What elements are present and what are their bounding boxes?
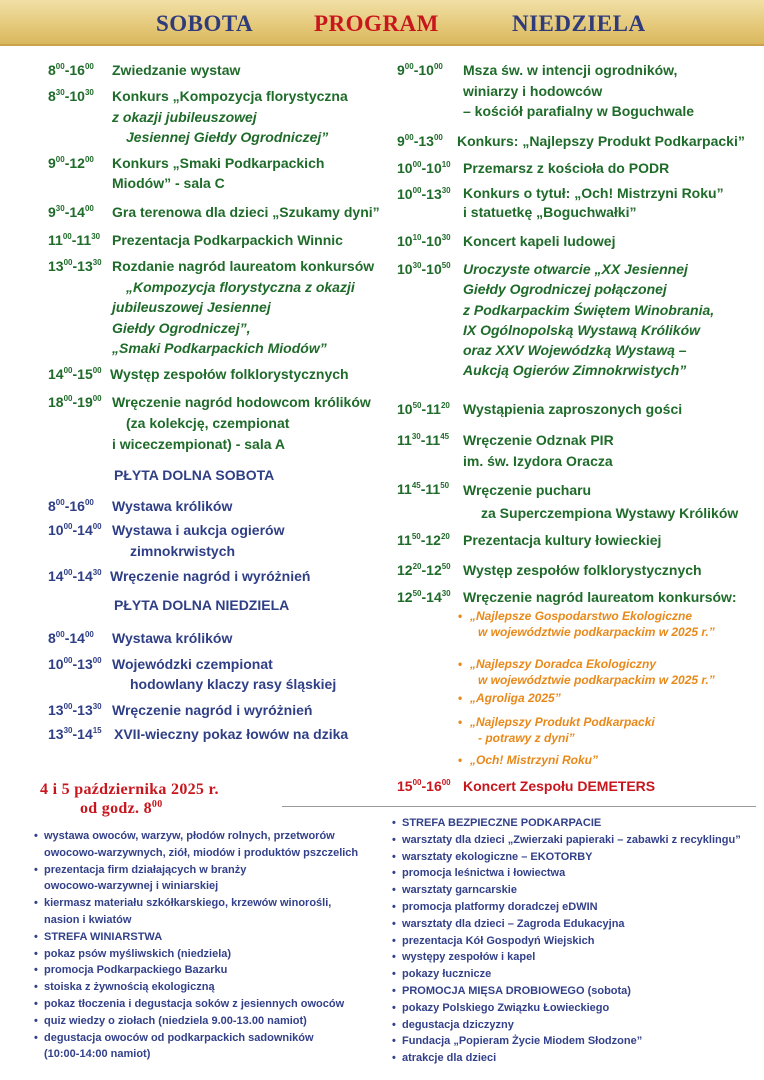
award-line: - potrawy z dyni” xyxy=(478,731,575,745)
time-minutes: 00 xyxy=(63,394,73,403)
time-minutes: 00 xyxy=(412,186,422,195)
event-description xyxy=(463,231,615,251)
award-line: „Agroliga 2025” xyxy=(470,691,561,705)
time-hour: 15 xyxy=(77,366,93,382)
program-header-bar xyxy=(0,0,764,46)
event-line: „Smaki Podkarpackich Miodów” xyxy=(112,340,327,357)
time-hour: 10 xyxy=(48,656,64,672)
time-hour: 10 xyxy=(397,233,413,249)
time-hour: 11 xyxy=(425,432,441,448)
award-item xyxy=(458,752,598,768)
event-line: Wystąpienia zaproszonych gości xyxy=(463,401,683,417)
time-minutes: 30 xyxy=(92,258,102,267)
time-minutes: 30 xyxy=(92,568,102,577)
time-minutes: 00 xyxy=(84,155,94,164)
event-description xyxy=(463,479,738,525)
event-line: zimnokrwistych xyxy=(130,543,236,559)
award-item xyxy=(458,690,561,706)
time-hour: 12 xyxy=(397,562,413,578)
event-line: IX Ogólnopolską Wystawą Królików xyxy=(463,321,701,338)
time-hour: 12 xyxy=(425,532,441,548)
time-minutes: 30 xyxy=(63,726,73,735)
time-hour: 11 xyxy=(48,232,63,248)
time-hour: 10 xyxy=(426,233,442,249)
event-description xyxy=(463,158,669,178)
time-hour: 14 xyxy=(48,568,64,584)
award-line: w województwie podkarpackim w 2025 r.” xyxy=(478,625,715,639)
event-time: $11^{30}-11^{45}$ xyxy=(397,432,450,448)
event-time: $11^{45}-11^{50}$ xyxy=(397,481,450,497)
time-minutes: 00 xyxy=(84,630,94,639)
time-hour: 14 xyxy=(77,522,93,538)
attraction-item: owocowo-warzywnej i winiarskiej xyxy=(44,880,219,893)
time-hour: 8 xyxy=(48,62,56,78)
time-minutes: 00 xyxy=(55,62,65,71)
time-minutes: 30 xyxy=(84,88,94,97)
bullet-icon: • xyxy=(458,657,463,671)
event-line: Giełdy Ogrodniczej połączonej xyxy=(463,281,667,298)
event-description xyxy=(463,259,714,381)
event-time: $9^{00}-12^{00}$ xyxy=(48,155,94,171)
attraction-item: • prezentacja firm działających w branży xyxy=(34,862,358,879)
event-line: Wystawa i aukcja ogierów xyxy=(112,522,285,538)
event-line: Wręczenie nagród i wyróżnień xyxy=(110,568,311,584)
time-minutes: 30 xyxy=(55,204,65,213)
attraction-item: • stoiska z żywnością ekologiczną xyxy=(34,979,358,996)
lower-hall-saturday-heading: PŁYTA DOLNA SOBOTA xyxy=(114,467,275,483)
event-description xyxy=(112,520,284,562)
time-hour: 10 xyxy=(48,522,64,538)
attraction-item: • kiermasz materiału szkółkarskiego, krzewów winorośli, xyxy=(34,895,358,912)
time-hour: 12 xyxy=(397,589,413,605)
event-description xyxy=(112,60,240,80)
bullet-icon: • xyxy=(458,715,463,729)
time-hour: 12 xyxy=(69,155,85,171)
event-time: $11^{50}-12^{20}$ xyxy=(397,532,450,548)
event-time: $8^{00}-14^{00}$ xyxy=(48,630,94,646)
event-line: Zwiedzanie wystaw xyxy=(112,62,241,78)
event-line: i wiceczempionat) - sala A xyxy=(112,436,285,452)
event-time: $9^{00}-10^{00}$ xyxy=(397,62,443,78)
event-time: $10^{30}-10^{50}$ xyxy=(397,261,451,277)
time-minutes: 50 xyxy=(411,532,421,541)
attractions-list-left xyxy=(34,828,358,1063)
event-description xyxy=(112,86,348,148)
event-line: Msza św. w intencji ogrodników, xyxy=(463,62,678,78)
event-time: $12^{50}-14^{30}$ xyxy=(397,589,451,605)
time-minutes: 00 xyxy=(62,232,72,241)
time-hour: 14 xyxy=(69,630,85,646)
event-time: $10^{00}-13^{00}$ xyxy=(48,656,102,672)
attraction-item: • pokaz psów myśliwskich (niedziela) xyxy=(34,946,358,963)
event-line: Jesiennej Giełdy Ogrodniczej” xyxy=(126,129,329,145)
event-description xyxy=(110,364,349,384)
bullet-icon: • xyxy=(458,691,463,705)
time-minutes: 20 xyxy=(412,562,422,571)
time-hour: 12 xyxy=(426,562,442,578)
attraction-item: • STREFA WINIARSTWA xyxy=(34,929,358,946)
time-minutes: 00 xyxy=(63,568,73,577)
award-item xyxy=(458,714,655,746)
attraction-item: • pokazy Polskiego Związku Łowieckiego xyxy=(392,1000,741,1017)
event-line: Miodów” - sala C xyxy=(112,175,225,191)
time-minutes: 00 xyxy=(92,394,102,403)
time-minutes: 00 xyxy=(63,366,73,375)
time-hour: 11 xyxy=(397,481,412,497)
time-minutes: 30 xyxy=(92,702,102,711)
time-hour: 10 xyxy=(426,261,442,277)
event-time: $15^{00}-16^{00}$ xyxy=(397,778,451,794)
attraction-item: • degustacja owoców od podkarpackich sadowników xyxy=(34,1030,358,1047)
attraction-item: • warsztaty garncarskie xyxy=(392,882,741,899)
time-minutes: 10 xyxy=(412,233,422,242)
attraction-item: • pokaz tłoczenia i degustacja soków z jesiennych owoców xyxy=(34,996,358,1013)
time-hour: 13 xyxy=(48,702,64,718)
time-minutes: 00 xyxy=(404,133,414,142)
time-minutes: 00 xyxy=(63,522,73,531)
event-time: $8^{00}-16^{00}$ xyxy=(48,498,94,514)
time-hour: 10 xyxy=(397,186,413,202)
time-hour: 16 xyxy=(426,778,442,794)
event-line: Uroczyste otwarcie „XX Jesiennej xyxy=(463,261,688,277)
lower-hall-sunday-heading: PŁYTA DOLNA NIEDZIELA xyxy=(114,597,290,613)
time-hour: 13 xyxy=(48,726,64,742)
time-hour: 11 xyxy=(76,232,92,248)
start-hour-text: od godz. 8 xyxy=(80,800,152,817)
event-line: Wręczenie nagród hodowcom królików xyxy=(112,394,371,410)
event-time: $10^{00}-14^{00}$ xyxy=(48,522,102,538)
award-item xyxy=(458,656,715,688)
event-line: Wojewódzki czempionat xyxy=(112,656,273,672)
attraction-item: • STREFA BEZPIECZNE PODKARPACIE xyxy=(392,815,741,832)
time-minutes: 50 xyxy=(441,261,451,270)
award-line: „Najlepsze Gospodarstwo Ekologiczne xyxy=(470,609,693,623)
event-description xyxy=(463,530,661,550)
header-saturday: SOBOTA xyxy=(156,11,254,36)
event-line: z okazji jubileuszowej xyxy=(112,108,257,125)
time-hour: 10 xyxy=(69,88,85,104)
event-line: – kościół parafialny w Boguchwale xyxy=(463,103,695,119)
event-time: $12^{20}-12^{50}$ xyxy=(397,562,451,578)
bullet-icon: • xyxy=(458,753,463,767)
event-time: $18^{00}-19^{00}$ xyxy=(48,394,102,410)
time-hour: 13 xyxy=(426,186,442,202)
attraction-item: • PROMOCJA MIĘSA DROBIOWEGO (sobota) xyxy=(392,983,741,1000)
event-time: $13^{00}-13^{30}$ xyxy=(48,702,102,718)
time-hour: 11 xyxy=(397,532,412,548)
time-minutes: 00 xyxy=(404,62,414,71)
attraction-item: • promocja leśnictwa i łowiectwa xyxy=(392,865,741,882)
attraction-item: • wystawa owoców, warzyw, płodów rolnych, przetworów xyxy=(34,828,358,845)
event-line: Konkurs „Smaki Podkarpackich xyxy=(112,155,325,171)
time-hour: 15 xyxy=(397,778,413,794)
attraction-item: • promocja Podkarpackiego Bazarku xyxy=(34,962,358,979)
event-line: im. św. Izydora Oracza xyxy=(463,453,613,469)
attraction-item: • promocja platformy doradczej eDWIN xyxy=(392,899,741,916)
time-minutes: 20 xyxy=(440,532,450,541)
time-hour: 11 xyxy=(397,432,412,448)
time-minutes: 10 xyxy=(441,160,451,169)
event-line: (za kolekcję, czempionat xyxy=(126,415,290,431)
event-description xyxy=(114,724,348,744)
event-time: $9^{00}-13^{00}$ xyxy=(397,133,443,149)
time-minutes: 50 xyxy=(440,481,450,490)
time-hour: 14 xyxy=(77,568,93,584)
event-line: Przemarsz z kościoła do PODR xyxy=(463,160,670,176)
time-minutes: 00 xyxy=(92,366,102,375)
event-line: Konkurs: „Najlepszy Produkt Podkarpacki” xyxy=(457,133,745,149)
time-hour: 13 xyxy=(77,702,93,718)
time-minutes: 45 xyxy=(411,481,421,490)
time-minutes: 00 xyxy=(63,258,73,267)
header-sunday: NIEDZIELA xyxy=(512,11,646,36)
event-line: z Podkarpackim Świętem Winobrania, xyxy=(463,301,715,318)
time-minutes: 00 xyxy=(433,62,443,71)
event-description xyxy=(112,153,324,193)
time-hour: 14 xyxy=(77,726,93,742)
event-line: winiarzy i hodowców xyxy=(463,82,603,99)
event-line: Wystawa królików xyxy=(112,630,233,646)
time-hour: 14 xyxy=(69,204,85,220)
event-description xyxy=(112,202,380,222)
time-minutes: 30 xyxy=(441,186,451,195)
time-minutes: 30 xyxy=(441,589,451,598)
time-hour: 8 xyxy=(48,630,56,646)
event-line: Występ zespołów folklorystycznych xyxy=(110,366,349,382)
event-line: za Superczempiona Wystawy Królików xyxy=(481,505,739,521)
time-hour: 14 xyxy=(426,589,442,605)
event-description xyxy=(457,131,745,151)
attraction-item: • degustacja dziczyzny xyxy=(392,1017,741,1034)
event-line: Aukcją Ogierów Zimnokrwistych” xyxy=(463,362,687,379)
event-line: Prezentacja Podkarpackich Winnic xyxy=(112,232,343,248)
event-line: Wręczenie nagród i wyróżnień xyxy=(112,702,313,718)
time-minutes: 30 xyxy=(441,233,451,242)
attraction-item: • quiz wiedzy o ziołach (niedziela 9.00-13.00 namiot) xyxy=(34,1013,358,1030)
time-minutes: 15 xyxy=(92,726,102,735)
event-description xyxy=(463,60,694,122)
event-line: XVII-wieczny pokaz łowów na dzika xyxy=(114,726,349,742)
time-minutes: 00 xyxy=(63,702,73,711)
time-minutes: 00 xyxy=(84,498,94,507)
event-line: Koncert Zespołu DEMETERS xyxy=(463,778,656,794)
time-minutes: 00 xyxy=(433,133,443,142)
time-minutes: 00 xyxy=(412,160,422,169)
event-line: Wręczenie nagród laureatom konkursów: xyxy=(463,589,737,605)
start-hour-minutes: 00 xyxy=(151,799,163,810)
attraction-item: nasion i kwiatów xyxy=(44,913,132,926)
time-minutes: 50 xyxy=(412,589,422,598)
event-line: Rozdanie nagród laureatom konkursów xyxy=(112,258,375,274)
event-time: $11^{00}-11^{30}$ xyxy=(48,232,101,248)
time-hour: 10 xyxy=(426,160,442,176)
event-description xyxy=(112,654,336,694)
time-minutes: 00 xyxy=(441,778,451,787)
event-time: $13^{00}-13^{30}$ xyxy=(48,258,102,274)
time-minutes: 50 xyxy=(441,562,451,571)
time-hour: 13 xyxy=(48,258,64,274)
time-hour: 9 xyxy=(48,155,56,171)
event-line: „Kompozycja florystyczna z okazji xyxy=(126,278,355,295)
event-description xyxy=(463,587,737,607)
attraction-item: • pokazy łucznicze xyxy=(392,966,741,983)
attraction-item: • atrakcje dla dzieci xyxy=(392,1050,741,1067)
event-description xyxy=(112,256,374,359)
event-time: $8^{00}-16^{00}$ xyxy=(48,62,94,78)
attraction-item: • warsztaty ekologiczne – EKOTORBY xyxy=(392,849,741,866)
event-description xyxy=(463,184,724,222)
time-minutes: 00 xyxy=(55,498,65,507)
time-minutes: 30 xyxy=(91,232,101,241)
event-time: $9^{30}-14^{00}$ xyxy=(48,204,94,220)
time-minutes: 00 xyxy=(92,656,102,665)
attraction-item: • warsztaty dla dzieci „Zwierzaki papieraki – zabawki z recyklingu” xyxy=(392,832,741,849)
event-description xyxy=(112,496,232,516)
time-hour: 11 xyxy=(425,481,441,497)
award-line: „Najlepszy Produkt Podkarpacki xyxy=(470,715,655,729)
time-hour: 16 xyxy=(69,62,85,78)
event-description xyxy=(463,776,655,796)
event-time: $8^{30}-10^{30}$ xyxy=(48,88,94,104)
time-minutes: 00 xyxy=(55,155,65,164)
event-line: i statuetkę „Boguchwałki” xyxy=(463,204,637,220)
event-time: $10^{50}-11^{20}$ xyxy=(397,401,450,417)
award-line: w województwie podkarpackim w 2025 r.” xyxy=(478,673,715,687)
time-hour: 10 xyxy=(397,401,413,417)
time-minutes: 20 xyxy=(440,401,450,410)
attraction-item: • warsztaty dla dzieci – Zagroda Edukacyjna xyxy=(392,916,741,933)
event-description xyxy=(110,566,310,586)
time-hour: 9 xyxy=(48,204,56,220)
event-start-hour xyxy=(80,800,163,818)
event-line: Wystawa królików xyxy=(112,498,233,514)
event-line: Koncert kapeli ludowej xyxy=(463,233,616,249)
award-line: „Najlepszy Doradca Ekologiczny xyxy=(470,657,657,671)
event-description xyxy=(463,560,702,580)
time-hour: 10 xyxy=(418,62,434,78)
attraction-item: • prezentacja Kół Gospodyń Wiejskich xyxy=(392,933,741,950)
time-minutes: 00 xyxy=(84,204,94,213)
event-description xyxy=(112,700,312,720)
time-hour: 8 xyxy=(48,88,56,104)
award-item xyxy=(458,608,715,640)
event-dates: 4 i 5 października 2025 r. xyxy=(40,781,219,798)
time-hour: 13 xyxy=(77,656,93,672)
event-description xyxy=(112,230,343,250)
time-hour: 16 xyxy=(69,498,85,514)
time-hour: 13 xyxy=(418,133,434,149)
event-description xyxy=(463,430,614,472)
time-hour: 10 xyxy=(397,261,413,277)
time-minutes: 00 xyxy=(92,522,102,531)
time-minutes: 00 xyxy=(84,62,94,71)
time-minutes: 30 xyxy=(411,432,421,441)
attraction-item: • Fundacja „Popieram Życie Miodem Słodzone” xyxy=(392,1033,741,1050)
event-line: Gra terenowa dla dzieci „Szukamy dyni” xyxy=(112,204,380,220)
time-minutes: 45 xyxy=(440,432,450,441)
attraction-item: owocowo-warzywnych, ziół, miodów i produktów pszczelich xyxy=(44,846,359,859)
attractions-list-right xyxy=(392,815,741,1067)
time-hour: 14 xyxy=(48,366,64,382)
time-hour: 18 xyxy=(48,394,64,410)
event-description xyxy=(112,392,371,455)
event-time: $13^{30}-14^{15}$ xyxy=(48,726,102,742)
attraction-item: • występy zespołów i kapel xyxy=(392,949,741,966)
event-description xyxy=(112,628,232,648)
attraction-item: (10:00-14:00 namiot) xyxy=(44,1048,151,1061)
time-hour: 9 xyxy=(397,62,405,78)
event-line: Wręczenie pucharu xyxy=(463,482,592,498)
event-line: jubileuszowej Jesiennej xyxy=(112,299,271,316)
event-time: $10^{00}-10^{10}$ xyxy=(397,160,451,176)
bullet-icon: • xyxy=(458,609,463,623)
event-line: Prezentacja kultury łowieckiej xyxy=(463,532,662,548)
time-minutes: 00 xyxy=(63,656,73,665)
time-hour: 13 xyxy=(77,258,93,274)
divider-line xyxy=(282,806,756,807)
event-line: Wręczenie Odznak PIR xyxy=(463,432,614,448)
time-minutes: 00 xyxy=(412,778,422,787)
event-time: $10^{10}-10^{30}$ xyxy=(397,233,451,249)
time-minutes: 30 xyxy=(55,88,65,97)
event-line: hodowlany klaczy rasy śląskiej xyxy=(130,676,337,692)
time-hour: 19 xyxy=(77,394,93,410)
time-hour: 10 xyxy=(397,160,413,176)
event-line: oraz XXV Wojewódzką Wystawą – xyxy=(463,342,687,359)
event-line: Konkurs „Kompozycja florystyczna xyxy=(112,88,348,104)
event-time: $14^{00}-15^{00}$ xyxy=(48,366,102,382)
time-minutes: 30 xyxy=(412,261,422,270)
award-line: „Och! Mistrzyni Roku” xyxy=(470,753,599,767)
event-line: Występ zespołów folklorystycznych xyxy=(463,562,702,578)
event-time: $14^{00}-14^{30}$ xyxy=(48,568,102,584)
event-line: Giełdy Ogrodniczej”, xyxy=(112,319,251,336)
time-minutes: 00 xyxy=(55,630,65,639)
time-minutes: 50 xyxy=(412,401,422,410)
time-hour: 9 xyxy=(397,133,405,149)
event-time: $10^{00}-13^{30}$ xyxy=(397,186,451,202)
event-line: Konkurs o tytuł: „Och! Mistrzyni Roku” xyxy=(463,185,724,201)
event-description xyxy=(463,399,682,419)
time-hour: 11 xyxy=(426,401,441,417)
header-program-title: PROGRAM xyxy=(314,11,439,36)
time-hour: 8 xyxy=(48,498,56,514)
